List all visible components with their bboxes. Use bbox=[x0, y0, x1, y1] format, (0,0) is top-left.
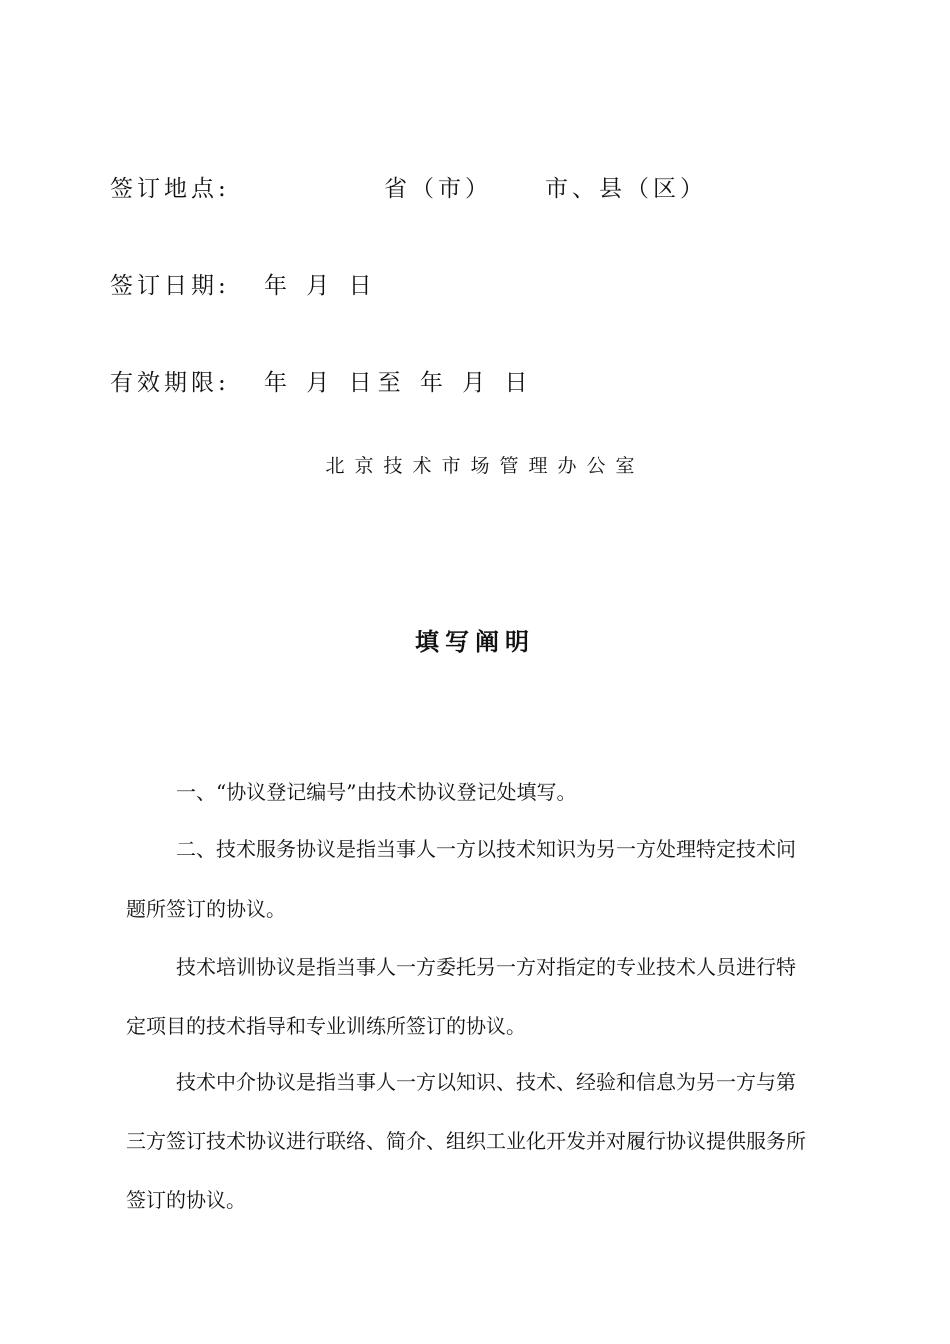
instruction-4-line-3: 签订的协议。 bbox=[126, 1188, 246, 1212]
instruction-2-line-1: 二、技术服务协议是指当事人一方以技术知识为另一方处理特定技术问 bbox=[176, 837, 796, 861]
city-county-placeholder: 市、县（区） bbox=[545, 176, 707, 202]
instructions-heading: 填写阐明 bbox=[415, 628, 535, 656]
instruction-3-line-1: 技术培训协议是指当事人一方委托另一方对指定的专业技术人员进行特 bbox=[176, 955, 796, 979]
instruction-4-line-1: 技术中介协议是指当事人一方以知识、技术、经验和信息为另一方与第 bbox=[176, 1070, 796, 1094]
signing-date-label: 签订日期: bbox=[110, 273, 230, 299]
signing-place-label: 签订地点: bbox=[110, 176, 230, 202]
validity-value: 年 月 日至 年 月 日 bbox=[264, 370, 534, 396]
instruction-4-line-2: 三方签订技术协议进行联络、简介、组织工业化开发并对履行协议提供服务所 bbox=[126, 1129, 806, 1153]
instruction-1: 一、“协议登记编号”由技术协议登记处填写。 bbox=[176, 780, 577, 804]
instruction-3-line-2: 定项目的技术指导和专业训练所签订的协议。 bbox=[126, 1014, 526, 1038]
instruction-2-line-2: 题所签订的协议。 bbox=[126, 897, 286, 921]
office-name: 北京技术市场管理办公室 bbox=[325, 455, 645, 477]
signing-date-value: 年 月 日 bbox=[264, 273, 378, 299]
province-placeholder: 省（市） bbox=[384, 176, 492, 202]
validity-label: 有效期限: bbox=[110, 370, 230, 396]
